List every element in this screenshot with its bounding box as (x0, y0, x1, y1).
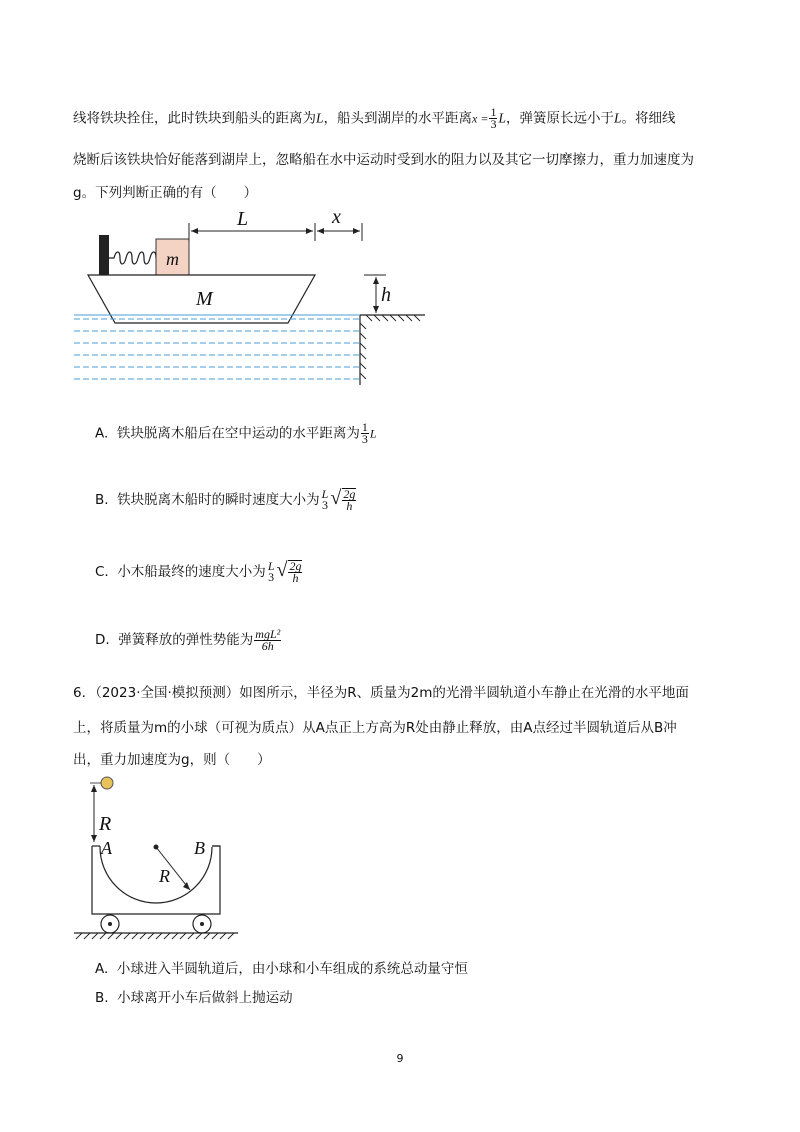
ground-hatching (76, 933, 234, 939)
var-L: L (369, 426, 377, 441)
q6-line-3: 出，重力加速度为g，则（ ） (73, 752, 271, 768)
label-R-inner: R (159, 866, 170, 886)
q5-option-c: C. 小木船最终的速度大小为 L 3 √ $\frac{2g}{h}$ (95, 559, 302, 585)
fraction-one-third (489, 107, 497, 130)
frac-num: mgL² (255, 626, 281, 641)
option-text: 铁块脱离木船后在空中运动的水平距离为 (116, 425, 360, 442)
fraction (267, 561, 276, 583)
q6-line-2: 上，将质量为m的小球（可视为质点）从A点正上方高为R处由静止释放，由A点经过半圆轨道后从B冲 (73, 720, 677, 736)
label-M: M (196, 288, 213, 310)
fraction (321, 489, 330, 511)
frac-den: h (292, 571, 299, 585)
frac-den: 3 (322, 498, 328, 512)
label-x: x (332, 206, 341, 228)
option-prefix: B. (95, 990, 109, 1006)
frac-den: 3 (361, 432, 368, 446)
cart-diagram (72, 772, 252, 942)
sqrt-fraction (342, 488, 356, 512)
option-text: 小木船最终的速度大小为 (117, 564, 266, 580)
frac-den: 3 (268, 570, 275, 584)
option-text: 小球进入半圆轨道后，由小球和小车组成的系统总动量守恒 (116, 961, 468, 977)
label-B: B (194, 838, 205, 858)
q5-line-1 (73, 107, 675, 130)
q5-line1-part-a: 线将铁块拴住，此时铁块到船头的距离为 (73, 110, 316, 127)
q6-line-1: 6．（2023·全国·模拟预测）如图所示，半径为R、质量为2m的光滑半圆轨道小车静止在光滑的水平地面 (73, 685, 689, 701)
q5-option-a (95, 422, 377, 445)
var-L: L (613, 110, 622, 126)
var-L: L (316, 110, 324, 126)
fraction (254, 626, 281, 653)
spring-wall (99, 235, 109, 275)
option-prefix: A. (95, 425, 109, 442)
q6-option-a (95, 959, 468, 979)
option-prefix: D. (95, 632, 110, 648)
label-m: m (166, 249, 179, 269)
frac-num: L (321, 487, 329, 501)
frac-num: 2g (343, 487, 356, 501)
option-prefix: C. (95, 564, 109, 580)
frac-num: 1 (361, 420, 368, 434)
var-L: L (498, 110, 506, 126)
sqrt-fraction (288, 560, 302, 584)
q5-line1-part-c: ，弹簧原长远小于 (505, 110, 614, 127)
page-number: 9 (396, 1052, 404, 1065)
q5-line1-part-d: 。将细线 (621, 110, 676, 127)
frac-num: 1 (490, 105, 497, 119)
frac-num: 2g (289, 559, 302, 573)
option-prefix: B. (95, 492, 109, 508)
boat-diagram (70, 205, 510, 395)
frac-den: 6h (261, 638, 274, 653)
q6-option-b (95, 988, 293, 1008)
water (74, 315, 360, 379)
fraction (361, 422, 369, 445)
ball (101, 777, 113, 789)
shore-hatching (360, 315, 420, 379)
x-equals: x = (472, 111, 489, 126)
label-A: A (101, 838, 112, 858)
q5-line-2: 烧断后该铁块恰好能落到湖岸上，忽略船在水中运动时受到水的阻力以及其它一切摩擦力，重力加速度为 (73, 152, 694, 168)
label-R-top: R (99, 813, 112, 835)
frac-den: h (346, 499, 353, 513)
q5-line1-part-b: ，船头到湖岸的水平距离 (323, 110, 473, 127)
option-text: 弹簧释放的弹性势能为 (118, 632, 254, 648)
label-L: L (237, 208, 249, 230)
q5-option-d (95, 620, 282, 660)
frac-den: 3 (490, 117, 497, 131)
label-h: h (381, 284, 391, 306)
option-prefix: A. (95, 961, 109, 977)
option-text: 小球离开小车后做斜上抛运动 (117, 990, 293, 1006)
q5-line-3: g。下列判断正确的有（ ） (73, 185, 258, 201)
option-text: 铁块脱离木船时的瞬时速度大小为 (117, 492, 320, 508)
q5-option-b: B. 铁块脱离木船时的瞬时速度大小为 L 3 √ $\frac{2g}{h}$ (95, 487, 356, 513)
spring (109, 252, 158, 264)
frac-num: L (267, 559, 275, 573)
